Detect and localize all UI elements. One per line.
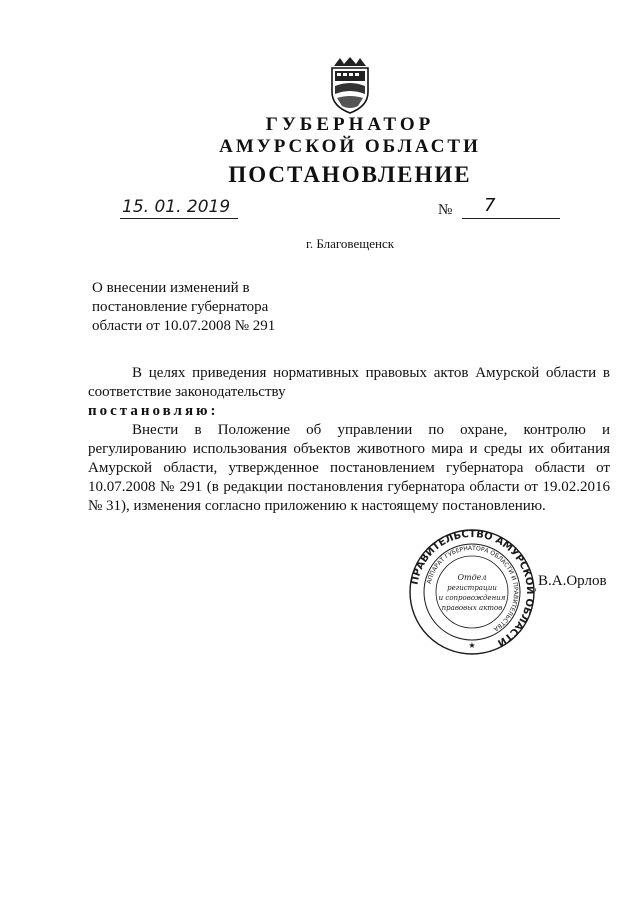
header-title-governor: ГУБЕРНАТОР bbox=[265, 114, 435, 135]
subject-line: постановление губернатора bbox=[92, 299, 269, 315]
city-name: г. Благовещенск bbox=[305, 236, 395, 251]
preamble-paragraph: В целях приведения нормативных правовых актов Амурской области в соответствие законодательству bbox=[88, 365, 610, 400]
stamp-center-line: Отдел bbox=[457, 573, 487, 582]
stamp-center-line: и сопровождения bbox=[438, 594, 506, 602]
stamp-center-line: регистрации bbox=[447, 584, 497, 592]
document-type-title: ПОСТАНОВЛЕНИЕ bbox=[228, 162, 472, 187]
decree-word: постановляю: bbox=[88, 403, 219, 419]
main-paragraph: Внести в Положение об управлении по охране, контролю и регулированию использования объектов животного мира и среды их обитания Амурской области, утвержденное постановлением губернатора области от 10.07.2008 № 291 (в редакции постановления губернатора области от 19.02.2016 № 31), изменения согласно приложению к настоящему постановлению. bbox=[88, 422, 610, 514]
official-stamp bbox=[408, 528, 536, 656]
number-sign: № bbox=[438, 202, 453, 218]
header-title-region: АМУРСКОЙ ОБЛАСТИ bbox=[219, 136, 481, 157]
coat-of-arms-icon bbox=[326, 56, 374, 114]
number-underline bbox=[462, 218, 560, 219]
signer-name: В.А.Орлов bbox=[538, 573, 607, 589]
svg-text:★: ★ bbox=[468, 641, 476, 650]
document-subject bbox=[92, 279, 275, 336]
date-underline bbox=[120, 218, 238, 219]
stamp-inner-text: АППАРАТ ГУБЕРНАТОРА ОБЛАСТИ И ПРАВИТЕЛЬСТВА bbox=[425, 544, 520, 633]
subject-line: О внесении изменений в bbox=[92, 280, 250, 296]
document-number: 7 bbox=[484, 195, 496, 216]
subject-line: области от 10.07.2008 № 291 bbox=[92, 318, 276, 334]
stamp-center-line: правовых актов bbox=[441, 604, 503, 612]
document-body bbox=[88, 364, 610, 516]
document-date: 15. 01. 2019 bbox=[122, 197, 231, 217]
stamp-outer-text: ПРАВИТЕЛЬСТВО АМУРСКОЙ ОБЛАСТИ bbox=[409, 528, 536, 649]
